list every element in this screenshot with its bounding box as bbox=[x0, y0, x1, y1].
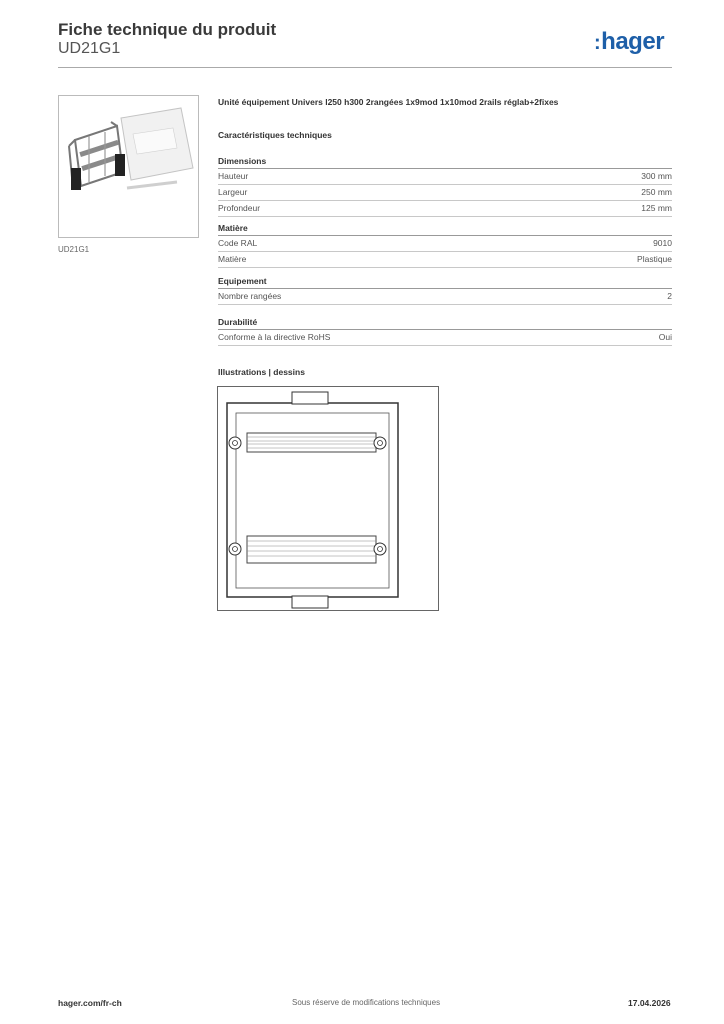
spec-group-material bbox=[218, 222, 672, 268]
spec-group-title: Dimensions bbox=[218, 155, 672, 169]
spec-label: Hauteur bbox=[218, 171, 249, 181]
spec-row bbox=[218, 252, 672, 268]
spec-label: Matière bbox=[218, 254, 247, 264]
technical-drawing bbox=[217, 386, 439, 611]
spec-group-equipment bbox=[218, 275, 672, 305]
logo-colon-icon: : bbox=[594, 32, 601, 54]
image-caption: UD21G1 bbox=[58, 245, 90, 254]
spec-row bbox=[218, 289, 672, 305]
spec-value: 9010 bbox=[653, 238, 672, 248]
spec-group-title: Equipement bbox=[218, 275, 672, 289]
brand-name: hager bbox=[601, 28, 665, 55]
spec-value: 250 mm bbox=[641, 187, 672, 197]
spec-value: 300 mm bbox=[641, 171, 672, 181]
product-image bbox=[58, 95, 199, 238]
illustrations-heading: Illustrations | dessins bbox=[218, 367, 305, 377]
product-photo-icon bbox=[59, 96, 198, 237]
product-code: UD21G1 bbox=[58, 40, 121, 57]
footer-website: hager.com/fr-ch bbox=[58, 998, 122, 1008]
spec-value: 2 bbox=[667, 291, 672, 301]
spec-label: Largeur bbox=[218, 187, 248, 197]
header-divider bbox=[58, 67, 672, 68]
spec-label: Profondeur bbox=[218, 203, 261, 213]
spec-label: Conforme à la directive RoHS bbox=[218, 332, 331, 342]
spec-value: 125 mm bbox=[641, 203, 672, 213]
footer-disclaimer: Sous réserve de modifications techniques bbox=[292, 998, 441, 1007]
spec-group-dimensions bbox=[218, 155, 672, 217]
spec-value: Oui bbox=[658, 332, 672, 342]
hager-logo bbox=[594, 28, 664, 56]
spec-group-title: Matière bbox=[218, 222, 672, 236]
spec-row bbox=[218, 330, 672, 346]
spec-row bbox=[218, 201, 672, 217]
spec-group-title: Durabilité bbox=[218, 316, 672, 330]
spec-group-durability bbox=[218, 316, 672, 346]
enclosure-drawing-icon bbox=[217, 386, 439, 611]
spec-label: Nombre rangées bbox=[218, 291, 282, 301]
spec-row bbox=[218, 236, 672, 252]
product-description: Unité équipement Univers l250 h300 2rangées 1x9mod 1x10mod 2rails réglab+2fixes bbox=[218, 97, 559, 107]
page-title: Fiche technique du produit bbox=[58, 20, 277, 39]
spec-row bbox=[218, 169, 672, 185]
spec-value: Plastique bbox=[637, 254, 672, 264]
spec-row bbox=[218, 185, 672, 201]
spec-label: Code RAL bbox=[218, 238, 258, 248]
specs-heading: Caractéristiques techniques bbox=[218, 130, 332, 140]
footer-date: 17.04.2026 bbox=[628, 998, 671, 1008]
